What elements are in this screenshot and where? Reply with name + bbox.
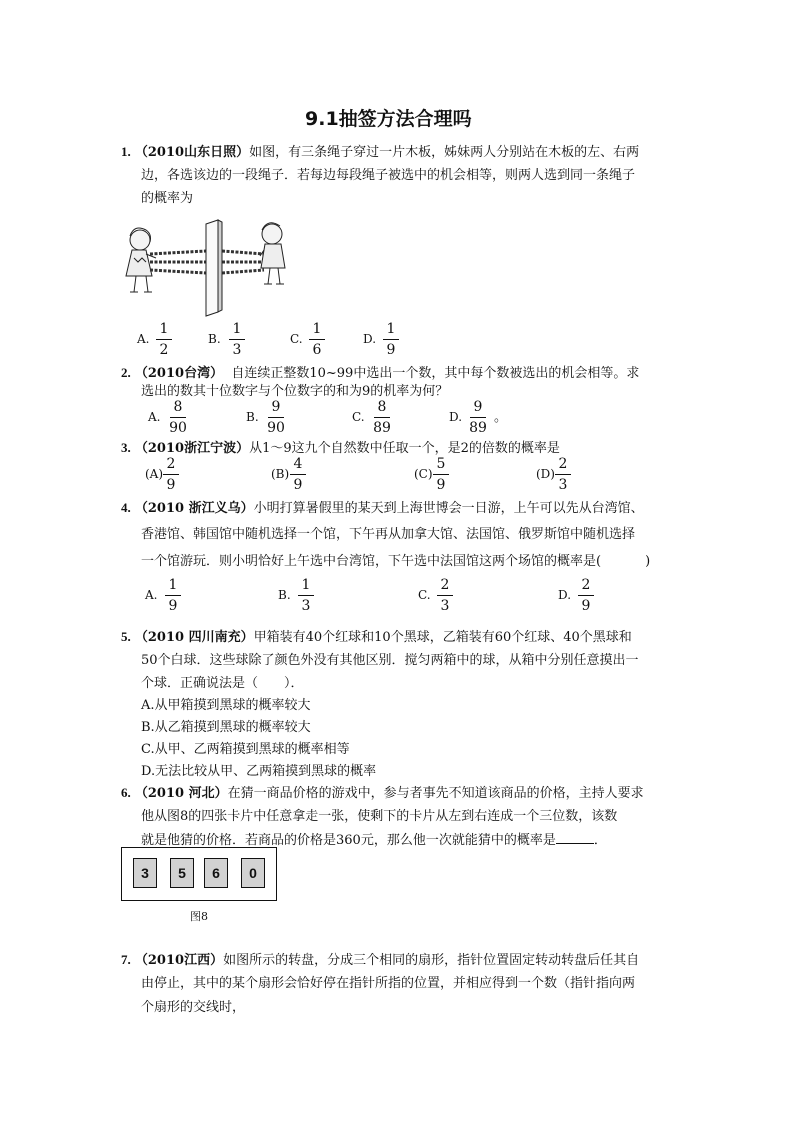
question-text: 在猜一商品价格的游戏中，参与者事先不知道该商品的价格，主持人要求 [227,786,644,801]
question-source: （2010 河北） [134,786,228,801]
number-card: 6 [204,858,228,888]
option-label: A. [145,588,158,602]
question-text: 甲箱装有40个红球和10个黑球，乙箱装有60个红球、40个黑球和 [253,630,632,645]
option-label: D. [558,588,572,602]
option-fraction: 1 2 [153,321,175,358]
option-label: C. [352,410,365,424]
question-text: 的概率为 [141,191,194,206]
option-label: D. [449,410,463,424]
question-text: 边，各选该边的一段绳子．若每边每段绳子被选中的机会相等，则两人选到同一条绳子 [141,168,636,183]
option-label: C. [418,588,431,602]
question-text: 由停止，其中的某个扇形会恰好停在指针所指的位置，并相应得到一个数（指针指向两 [141,976,636,991]
option-label: B. [208,332,221,346]
question-text: 一个馆游玩．则小明恰好上午选中台湾馆，下午选中法国馆这两个场馆的概率是( [141,554,602,569]
option-label: B. [246,410,259,424]
question-text: 从1～9这九个自然数中任取一个，是2的倍数的概率是 [249,441,560,456]
option-fraction: 9 89 [469,399,487,436]
question-source: （2010浙江宁波） [134,441,250,456]
option-fraction: 5 9 [430,456,452,493]
option-label: (A) [145,467,164,481]
option-label: (C) [414,467,433,481]
option-fraction: 2 9 [575,577,597,614]
question-number: 7. [121,952,131,967]
number-card: 3 [133,858,157,888]
option-label: D. [363,332,377,346]
option-label: (B) [271,467,290,481]
question-number: 2. [121,365,131,380]
number-card: 0 [241,858,265,888]
option-fraction: 1 3 [226,321,248,358]
question-text: 自连续正整数10~99中选出一个数，其中每个数被选出的机会相等。求 [231,366,640,381]
option-fraction: 1 9 [162,577,184,614]
answer-option: B.从乙箱摸到黑球的概率较大 [141,720,311,735]
question-source: （2010山东日照） [134,145,250,160]
option-fraction: 4 9 [287,456,309,493]
option-label: (D) [536,467,555,481]
question-text: 个扇形的交线时， [141,1000,246,1015]
question-text: 选出的数其十位数字与个位数字的和为9的机率为何？ [141,384,449,399]
option-fraction: 1 3 [295,577,317,614]
question-source: （2010 四川南充） [134,630,254,645]
option-fraction: 9 90 [267,399,285,436]
option-label: B. [278,588,291,602]
figure-caption: 图8 [190,910,208,923]
question-source: （2010台湾） [134,366,224,381]
option-label: C. [290,332,303,346]
question-text-end: ) [645,554,651,569]
option-fraction: 1 6 [306,321,328,358]
question-text: 他从图8的四张卡片中任意拿走一张，使剩下的卡片从左到右连成一个三位数，该数 [141,809,618,824]
answer-option: D.无法比较从甲、乙两箱摸到黑球的概率 [141,764,377,779]
question-text: 小明打算暑假里的某天到上海世博会一日游，上午可以先从台湾馆、 [253,501,644,516]
question-number: 4. [121,500,131,515]
option-label: A. [148,410,161,424]
question-text-end: ． [593,833,607,848]
option-fraction: 1 9 [380,321,402,358]
answer-option: C.从甲、乙两箱摸到黑球的概率相等 [141,742,350,757]
option-fraction: 2 3 [552,456,574,493]
question-number: 3. [121,440,131,455]
option-fraction: 2 3 [434,577,456,614]
number-card: 5 [170,858,194,888]
question-text: 就是他猜的价格．若商品的价格是360元，那么他一次就能猜中的概率是 [141,833,556,848]
answer-blank [556,831,594,844]
option-fraction: 8 90 [169,399,187,436]
rope-board-illustration [124,218,294,318]
question-number: 1. [121,144,131,159]
question-text: 如图所示的转盘，分成三个相同的扇形，指针位置固定转动转盘后任其自 [223,953,640,968]
page-title: 9.1抽签方法合理吗 [305,108,472,130]
question-source: （2010 浙江义乌） [134,501,254,516]
option-fraction: 2 9 [160,456,182,493]
option-fraction: 8 89 [373,399,391,436]
question-text: 50个白球．这些球除了颜色外没有其他区别．搅匀两箱中的球，从箱中分别任意摸出一 [141,653,639,668]
option-label: A. [137,332,150,346]
question-number: 6. [121,785,131,800]
question-text: 香港馆、韩国馆中随机选择一个馆，下午再从加拿大馆、法国馆、俄罗斯馆中随机选择 [141,527,636,542]
answer-option: A.从甲箱摸到黑球的概率较大 [141,698,311,713]
question-end-mark: 。 [494,410,508,425]
question-number: 5. [121,629,131,644]
question-source: （2010江西） [134,953,224,968]
question-text: 如图，有三条绳子穿过一片木板，姊妹两人分别站在木板的左、右两 [249,145,640,160]
question-text: 个球．正确说法是（ ）． [141,676,304,691]
